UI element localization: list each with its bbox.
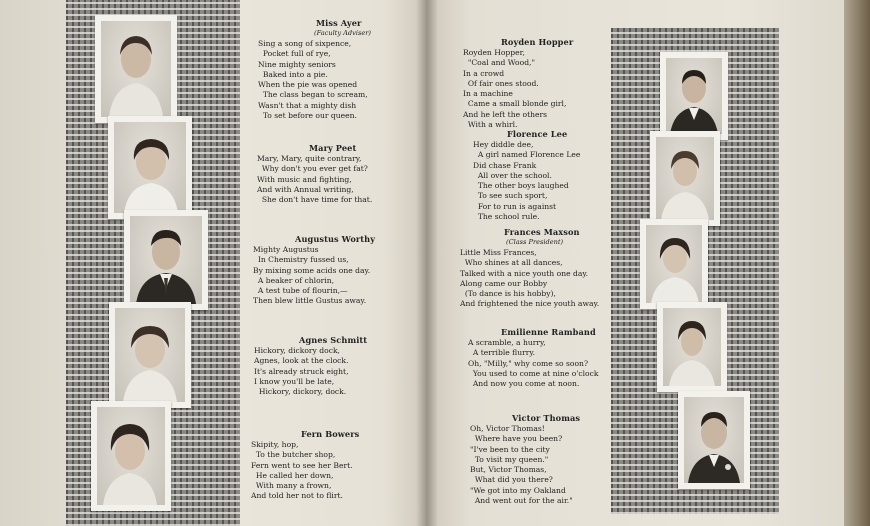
entry-verse: A scramble, a hurry, A terrible flurry. Oh, "Milly," why come so soon? You used to come at nine o'clock And now you come at noon. <box>468 338 599 389</box>
entry-name: Frances Maxson <box>504 227 580 237</box>
entry-fern-bowers <box>251 429 359 502</box>
entry-frances-maxson <box>460 227 599 310</box>
portrait-frances-maxson <box>640 219 708 309</box>
book-edge <box>844 0 870 526</box>
portrait-victor-thomas <box>678 391 750 489</box>
entry-verse: Oh, Victor Thomas! Where have you been? "I've been to the city To visit my queen." But, Victor Thomas, What did you there? "We got into my Oakland And went out for the air." <box>470 424 573 506</box>
portrait-agnes-schmitt <box>109 302 191 408</box>
entry-role: (Class President) <box>506 238 564 246</box>
portrait-miss-ayer <box>95 15 177 123</box>
entry-verse: Royden Hopper, "Coal and Wood," In a crowd Of fair ones stood. In a machine Came a small blonde girl, And he left the others With a whirl. <box>463 48 567 130</box>
portrait-augustus-worthy <box>124 210 208 310</box>
entry-name: Miss Ayer <box>316 18 362 28</box>
entry-name: Royden Hopper <box>501 37 574 47</box>
portrait-florence-lee <box>650 131 720 226</box>
entry-verse: Sing a song of sixpence, Pocket full of rye, Nine mighty seniors Baked into a pie. When the pie was opened The class began to scream, Wasn't that a mighty dish To set before our queen. <box>258 39 368 121</box>
entry-florence-lee <box>473 129 580 222</box>
book-spine <box>416 0 438 526</box>
entry-name: Emilienne Ramband <box>501 327 596 337</box>
entry-augustus-worthy <box>253 234 375 307</box>
portrait-emilienne-ramband <box>657 302 727 392</box>
entry-emilienne-ramband <box>468 327 598 389</box>
entry-name: Agnes Schmitt <box>299 335 368 345</box>
entry-royden-hopper <box>463 37 573 130</box>
portrait-royden-hopper <box>660 52 728 140</box>
entry-verse: Skipity, hop, To the butcher shop, Fern went to see her Bert. He called her down, With many a frown, And told her not to flirt. <box>251 440 353 501</box>
entry-verse: Hey diddle dee, A girl named Florence Lee Did chase Frank All over the school. The other boys laughed To see such sport, For to run is against The school rule. <box>473 140 581 222</box>
entry-name: Florence Lee <box>507 129 568 139</box>
entry-verse: Mary, Mary, quite contrary, Why don't you ever get fat? With music and fighting, And with Annual writing, She don't have time for that. <box>257 154 373 205</box>
portrait-fern-bowers <box>91 401 171 511</box>
entry-verse: Mighty Augustus In Chemistry fussed us, By mixing some acids one day. A beaker of chlorin, A test tube of flourin,— Then blew little Gustus away. <box>253 245 371 306</box>
entry-name: Mary Peet <box>309 143 357 153</box>
entry-role: (Faculty Adviser) <box>314 29 371 37</box>
entry-mary-peet <box>257 143 372 205</box>
entry-name: Victor Thomas <box>512 413 581 423</box>
entry-victor-thomas <box>470 413 580 506</box>
entry-agnes-schmitt <box>254 335 367 397</box>
entry-verse: Little Miss Frances, Who shines at all dances, Talked with a nice youth one day. Along came our Bobby (To dance is his hobby), And frightened the nice youth away. <box>460 248 600 309</box>
portrait-mary-peet <box>108 116 192 219</box>
entry-miss-ayer <box>258 18 371 121</box>
entry-name: Fern Bowers <box>301 429 360 439</box>
entry-verse: Hickory, dickory dock, Agnes, look at the clock. It's already struck eight, I know you'll be late, Hickory, dickory, dock. <box>254 346 349 397</box>
entry-name: Augustus Worthy <box>295 234 376 244</box>
